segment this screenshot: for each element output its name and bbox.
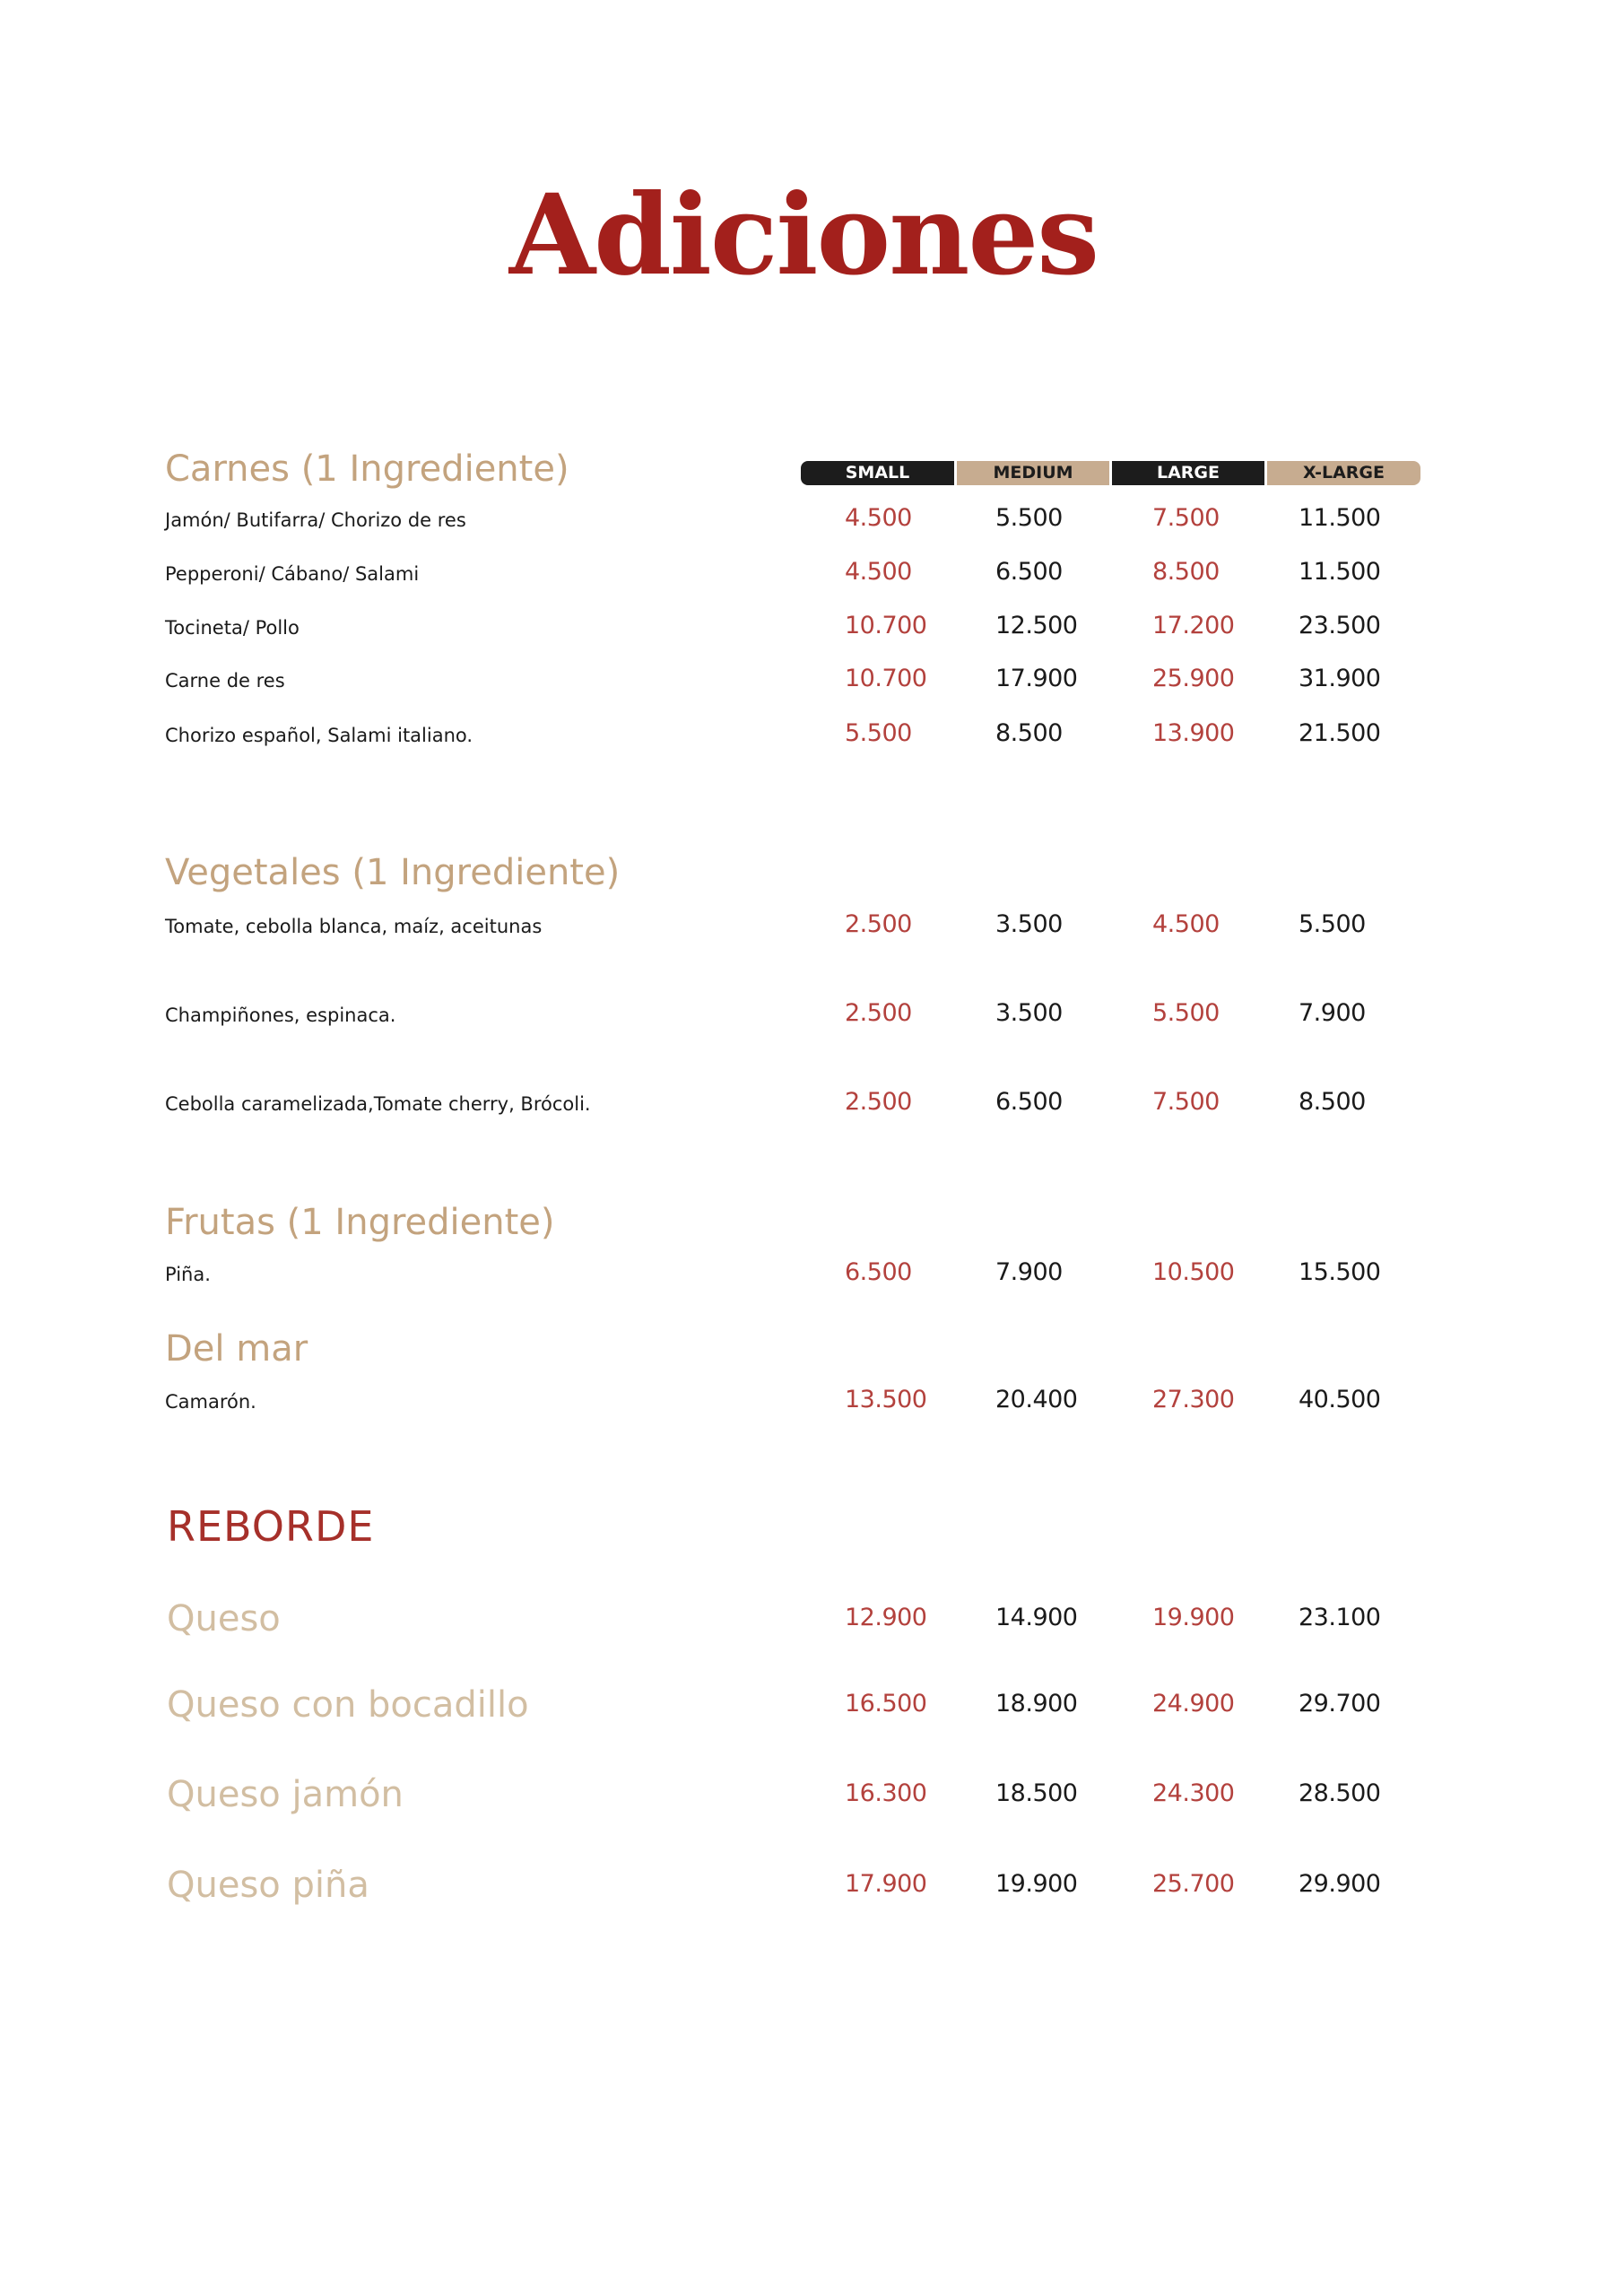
price-small: 2.500 [845,910,912,938]
menu-row [0,1865,1607,1906]
price-xlarge: 29.900 [1299,1870,1381,1898]
price-medium: 14.900 [995,1604,1078,1631]
price-small: 2.500 [845,1088,912,1116]
section-title-frutas: Frutas (1 Ingrediente) [165,1202,555,1243]
price-large: 4.500 [1152,910,1220,938]
price-xlarge: 11.500 [1299,558,1381,586]
item-label: Queso [167,1598,281,1639]
price-small: 6.500 [845,1258,912,1286]
price-medium: 6.500 [995,558,1063,586]
price-xlarge: 21.500 [1299,719,1381,747]
item-label: Pepperoni/ Cábano/ Salami [165,563,420,585]
price-large: 5.500 [1152,999,1220,1027]
item-label: Cebolla caramelizada,Tomate cherry, Brócoli. [165,1093,591,1115]
size-label-xlarge: X-LARGE [1267,461,1420,485]
price-xlarge: 31.900 [1299,665,1381,692]
price-medium: 3.500 [995,999,1063,1027]
price-medium: 12.500 [995,612,1078,639]
price-small: 4.500 [845,558,912,586]
price-medium: 7.900 [995,1258,1063,1286]
price-xlarge: 7.900 [1299,999,1366,1027]
price-large: 25.900 [1152,665,1235,692]
section-title-carnes: Carnes (1 Ingrediente) [165,448,569,490]
price-xlarge: 28.500 [1299,1779,1381,1807]
size-label-large: LARGE [1112,461,1264,485]
section-title-mar: Del mar [165,1328,308,1370]
price-xlarge: 29.700 [1299,1690,1381,1718]
price-xlarge: 23.500 [1299,612,1381,639]
size-label-medium: MEDIUM [957,461,1109,485]
menu-row [0,1386,1607,1422]
menu-row [0,1088,1607,1124]
price-small: 16.300 [845,1779,927,1807]
item-label: Tomate, cebolla blanca, maíz, aceitunas [165,916,543,937]
item-label: Queso piña [167,1865,369,1906]
item-label: Champiñones, espinaca. [165,1004,396,1026]
price-large: 8.500 [1152,558,1220,586]
price-small: 5.500 [845,719,912,747]
price-medium: 20.400 [995,1386,1078,1413]
price-small: 2.500 [845,999,912,1027]
price-medium: 6.500 [995,1088,1063,1116]
price-medium: 8.500 [995,719,1063,747]
item-label: Chorizo español, Salami italiano. [165,725,473,746]
menu-row [0,1598,1607,1639]
menu-row [0,665,1607,700]
price-large: 27.300 [1152,1386,1235,1413]
price-small: 4.500 [845,504,912,532]
item-label: Queso jamón [167,1774,404,1815]
price-large: 7.500 [1152,504,1220,532]
item-label: Camarón. [165,1391,256,1413]
price-large: 25.700 [1152,1870,1235,1898]
price-large: 7.500 [1152,1088,1220,1116]
price-large: 17.200 [1152,612,1235,639]
price-large: 24.900 [1152,1690,1235,1718]
price-xlarge: 5.500 [1299,910,1366,938]
item-label: Carne de res [165,670,285,691]
price-xlarge: 11.500 [1299,504,1381,532]
price-small: 13.500 [845,1386,927,1413]
menu-row [0,719,1607,755]
price-xlarge: 23.100 [1299,1604,1381,1631]
menu-row [0,612,1607,648]
page-title: Adiciones [508,170,1099,300]
price-medium: 18.900 [995,1690,1078,1718]
menu-row [0,558,1607,594]
price-medium: 5.500 [995,504,1063,532]
price-large: 24.300 [1152,1779,1235,1807]
price-small: 17.900 [845,1870,927,1898]
price-small: 10.700 [845,612,927,639]
price-large: 13.900 [1152,719,1235,747]
price-small: 12.900 [845,1604,927,1631]
menu-row [0,504,1607,540]
price-medium: 18.500 [995,1779,1078,1807]
menu-row [0,999,1607,1035]
price-xlarge: 15.500 [1299,1258,1381,1286]
menu-row [0,910,1607,946]
price-xlarge: 8.500 [1299,1088,1366,1116]
price-large: 19.900 [1152,1604,1235,1631]
item-label: Jamón/ Butifarra/ Chorizo de res [165,509,466,531]
item-label: Piña. [165,1264,211,1285]
price-medium: 19.900 [995,1870,1078,1898]
price-small: 10.700 [845,665,927,692]
menu-row [0,1774,1607,1815]
menu-row [0,1684,1607,1726]
price-xlarge: 40.500 [1299,1386,1381,1413]
price-small: 16.500 [845,1690,927,1718]
section-title-vegetales: Vegetales (1 Ingrediente) [165,852,621,893]
size-label-small: SMALL [801,461,954,485]
item-label: Tocineta/ Pollo [165,617,300,639]
price-medium: 3.500 [995,910,1063,938]
price-medium: 17.900 [995,665,1078,692]
price-large: 10.500 [1152,1258,1235,1286]
item-label: Queso con bocadillo [167,1684,529,1726]
section-title-reborde: REBORDE [167,1502,375,1551]
menu-row [0,1258,1607,1294]
